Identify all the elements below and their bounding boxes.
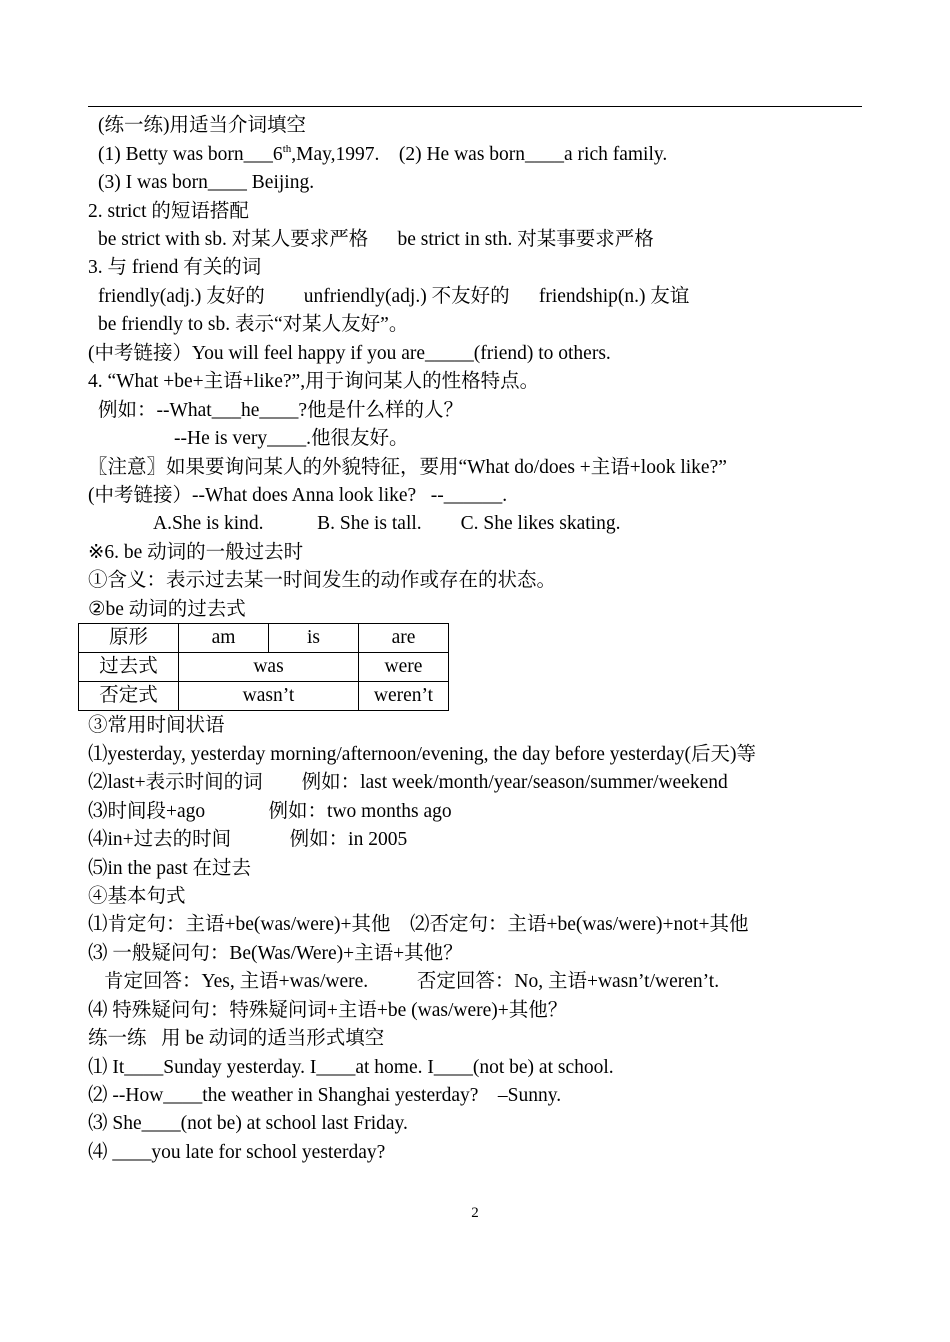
table-cell: 原形 xyxy=(79,624,179,653)
table-cell: 过去式 xyxy=(79,653,179,682)
time-adverbial-1: ⑴yesterday, yesterday morning/afternoon/evening, the day before yesterday(后天)等 xyxy=(88,744,756,765)
exercise-line-1 xyxy=(98,142,667,168)
header-rule xyxy=(88,106,862,107)
affirmative-negative-patterns: ⑴肯定句：主语+be(was/were)+其他 ⑵否定句：主语+be(was/were)+not+其他 xyxy=(88,914,749,935)
exercise-line-1-part-b: ,May,1997. (2) He was born____a rich family. xyxy=(291,144,668,165)
table-row xyxy=(79,682,449,711)
table-cell: wasn’t xyxy=(179,682,359,711)
exam-link-1: (中考链接）You will feel happy if you are_____(friend) to others. xyxy=(88,343,611,364)
time-adverbial-4: ⑷in+过去的时间 例如：in 2005 xyxy=(88,829,408,850)
table-cell: 否定式 xyxy=(79,682,179,711)
time-adverbial-5: ⑸in the past 在过去 xyxy=(88,858,252,879)
special-question-pattern: ⑷ 特殊疑问句：特殊疑问词+主语+be (was/were)+其他？ xyxy=(88,1000,568,1021)
practice-heading: 练一练 用 be 动词的适当形式填空 xyxy=(88,1028,385,1049)
time-adverbial-3: ⑶时间段+ago 例如：two months ago xyxy=(88,801,452,822)
meaning-line: ①含义：表示过去某一时间发生的动作或存在的状态。 xyxy=(88,570,557,591)
friend-words: friendly(adj.) 友好的 unfriendly(adj.) 不友好的 friendship(n.) 友谊 xyxy=(98,286,690,307)
table-cell: was xyxy=(179,653,359,682)
practice-item-4: ⑷ ____you late for school yesterday? xyxy=(88,1142,386,1163)
friendly-to-note: be friendly to sb. 表示“对某人友好”。 xyxy=(98,314,409,335)
section-2-heading: 2. strict 的短语搭配 xyxy=(88,201,249,222)
exam-link-2: (中考链接）--What does Anna look like? --______. xyxy=(88,485,508,506)
ordinal-superscript: th xyxy=(282,143,292,155)
exercise-line-2: (3) I was born____ Beijing. xyxy=(98,172,315,193)
example-answer: --He is very____.他很友好。 xyxy=(174,428,409,449)
table-row xyxy=(79,624,449,653)
time-adverbials-heading: ③常用时间状语 xyxy=(88,715,225,736)
general-question-pattern: ⑶ 一般疑问句：Be(Was/Were)+主语+其他？ xyxy=(88,943,463,964)
section-4-heading: 4. “What +be+主语+like?”,用于询问某人的性格特点。 xyxy=(88,371,540,392)
attention-note: 〖注意〗如果要询问某人的外貌特征，要用“What do/does +主语+look like?” xyxy=(88,457,727,478)
practice-item-3: ⑶ She____(not be) at school last Friday. xyxy=(88,1113,408,1134)
table-cell: were xyxy=(359,653,449,682)
exercise-heading: (练一练)用适当介词填空 xyxy=(98,115,306,136)
page-number: 2 xyxy=(471,1205,479,1221)
practice-item-1: ⑴ It____Sunday yesterday. I____at home. I____(not be) at school. xyxy=(88,1057,614,1078)
exam-link-2-options: A.She is kind. B. She is tall. C. She likes skating. xyxy=(153,513,621,534)
practice-item-2: ⑵ --How____the weather in Shanghai yesterday? –Sunny. xyxy=(88,1085,562,1106)
short-answers: 肯定回答：Yes, 主语+was/were. 否定回答：No, 主语+wasn’t/weren’t. xyxy=(104,971,720,992)
table-cell: weren’t xyxy=(359,682,449,711)
table-row xyxy=(79,653,449,682)
strict-phrases: be strict with sb. 对某人要求严格 be strict in sth. 对某事要求严格 xyxy=(98,229,654,250)
past-form-heading: ②be 动词的过去式 xyxy=(88,599,246,620)
be-verb-table xyxy=(78,623,449,711)
table-cell: are xyxy=(359,624,449,653)
table-cell: am xyxy=(179,624,269,653)
time-adverbial-2: ⑵last+表示时间的词 例如：last week/month/year/season/summer/weekend xyxy=(88,772,728,793)
sentence-patterns-heading: ④基本句式 xyxy=(88,886,186,907)
exercise-line-1-part-a: (1) Betty was born___6 xyxy=(98,144,283,165)
table-cell: is xyxy=(269,624,359,653)
example-question: 例如：--What___he____?他是什么样的人？ xyxy=(98,400,464,421)
section-3-heading: 3. 与 friend 有关的词 xyxy=(88,257,262,278)
section-6-heading: ※6. be 动词的一般过去时 xyxy=(88,542,304,563)
